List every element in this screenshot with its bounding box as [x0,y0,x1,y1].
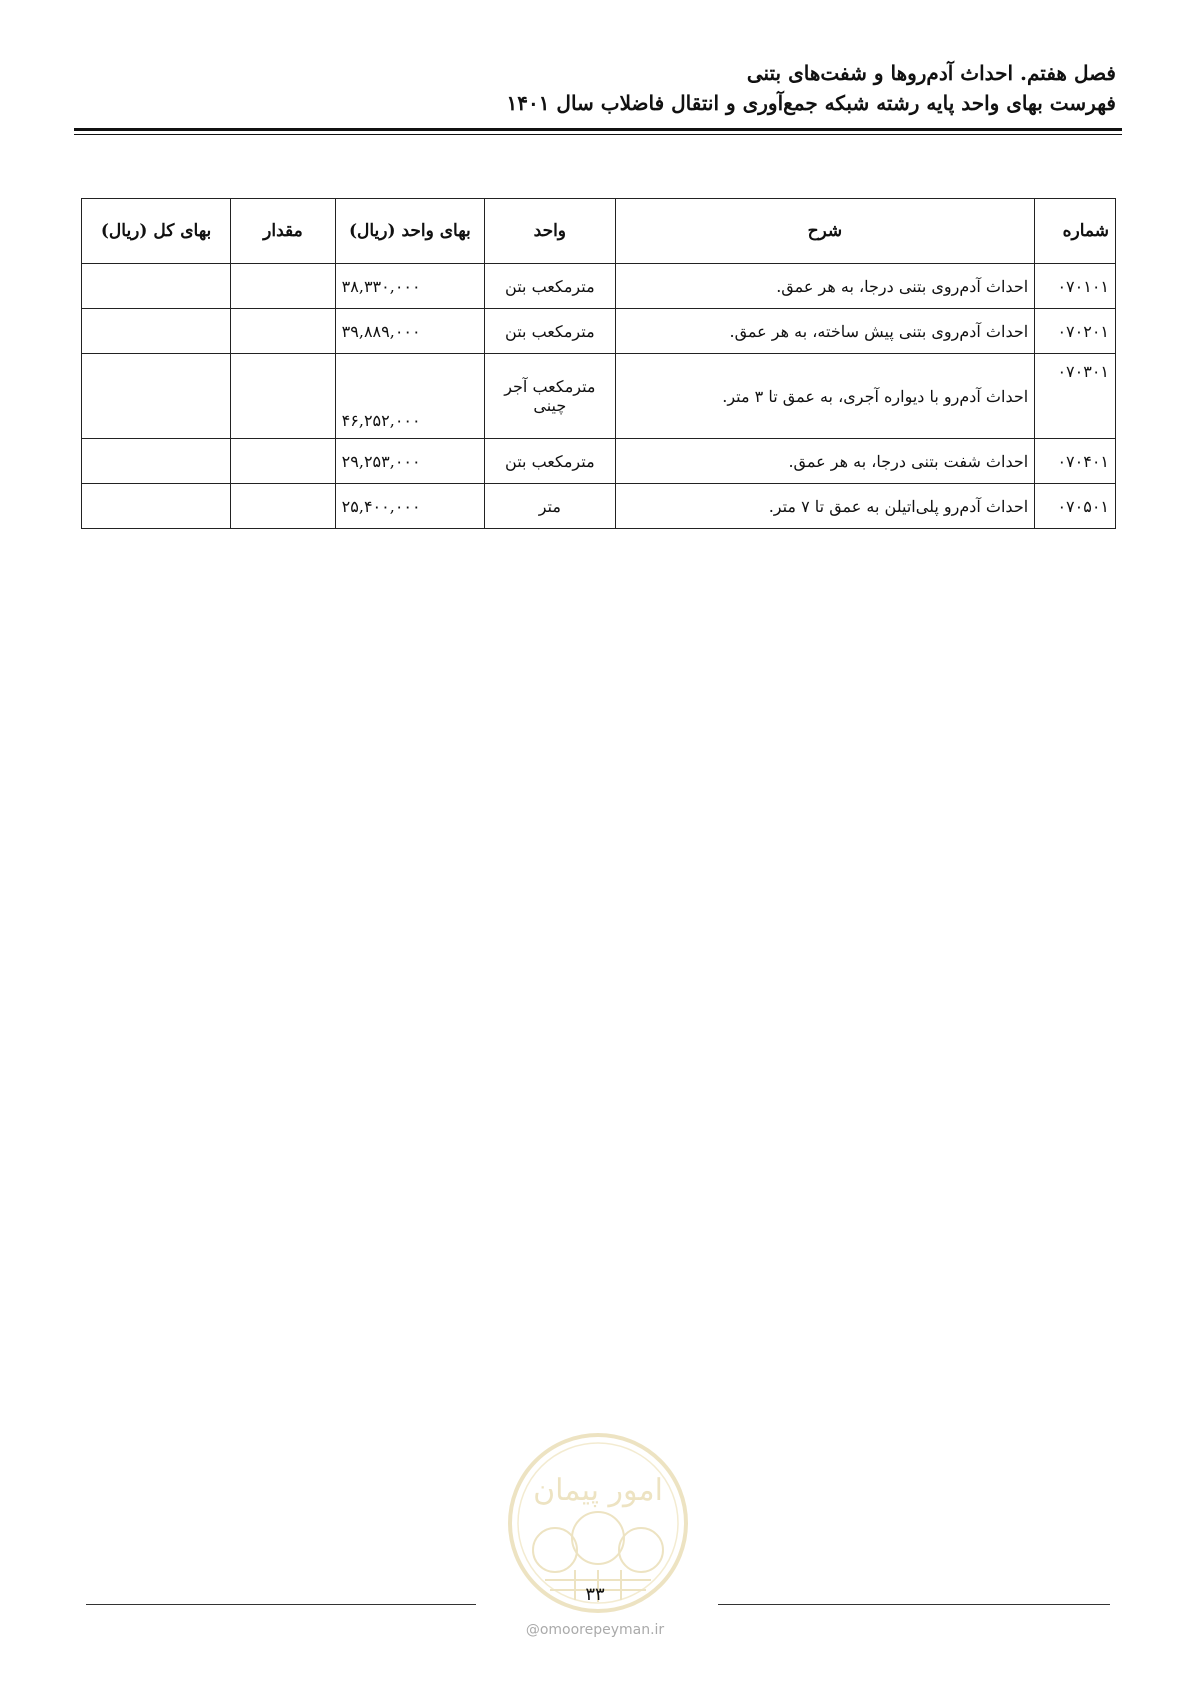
item-quantity [231,354,335,439]
item-description: احداث آدم‌روی بتنی پیش ساخته، به هر عمق. [615,309,1035,354]
table-row [82,439,1116,484]
header-rule-thick [74,128,1122,131]
table-row [82,484,1116,529]
item-quantity [231,309,335,354]
item-code: ۰۷۰۵۰۱ [1035,484,1116,529]
item-code: ۰۷۰۲۰۱ [1035,309,1116,354]
col-header-unit-price: بهای واحد (ریال) [335,199,484,264]
item-quantity [231,439,335,484]
col-header-description: شرح [615,199,1035,264]
price-table [81,198,1116,529]
item-unit: مترمکعب آجر چینی [485,354,615,439]
header-rule-thin [74,134,1122,135]
item-unit-price: ۳۹,۸۸۹,۰۰۰ [335,309,484,354]
col-header-total-price: بهای کل (ریال) [82,199,231,264]
website-watermark: @omoorepeyman.ir [525,1622,665,1638]
item-total-price [82,354,231,439]
item-unit: مترمکعب بتن [485,439,615,484]
item-code: ۰۷۰۴۰۱ [1035,439,1116,484]
item-unit-price: ۴۶,۲۵۲,۰۰۰ [335,354,484,439]
item-total-price [82,264,231,309]
page-header [56,58,1116,118]
col-header-quantity: مقدار [231,199,335,264]
table-row [82,354,1116,439]
item-unit-price: ۲۹,۲۵۳,۰۰۰ [335,439,484,484]
item-code: ۰۷۰۳۰۱ [1035,354,1116,439]
item-unit-price: ۲۵,۴۰۰,۰۰۰ [335,484,484,529]
table-header-row [82,199,1116,264]
item-total-price [82,439,231,484]
item-total-price [82,309,231,354]
item-description: احداث آدم‌رو با دیواره آجری، به عمق تا ۳ متر. [615,354,1035,439]
table-row [82,264,1116,309]
item-description: احداث شفت بتنی درجا، به هر عمق. [615,439,1035,484]
chapter-title: فصل هفتم. احداث آدم‌روها و شفت‌های بتنی [746,61,1116,85]
item-total-price [82,484,231,529]
item-description: احداث آدم‌رو پلی‌اتیلن به عمق تا ۷ متر. [615,484,1035,529]
item-quantity [231,484,335,529]
item-unit: مترمکعب بتن [485,264,615,309]
col-header-unit: واحد [485,199,615,264]
table-row [82,309,1116,354]
col-header-code: شماره [1035,199,1116,264]
item-quantity [231,264,335,309]
seal-lettering: امور پیمان [533,1473,663,1508]
item-unit-price: ۳۸,۳۳۰,۰۰۰ [335,264,484,309]
page-number: ۳۳ [585,1584,605,1605]
item-code: ۰۷۰۱۰۱ [1035,264,1116,309]
item-unit: مترمکعب بتن [485,309,615,354]
footer-rule-left [86,1604,476,1605]
item-unit: متر [485,484,615,529]
document-title: فهرست بهای واحد پایه رشته شبکه جمع‌آوری و انتقال فاضلاب سال ۱۴۰۱ [506,91,1116,115]
item-description: احداث آدم‌روی بتنی درجا، به هر عمق. [615,264,1035,309]
footer-rule-right [718,1604,1110,1605]
